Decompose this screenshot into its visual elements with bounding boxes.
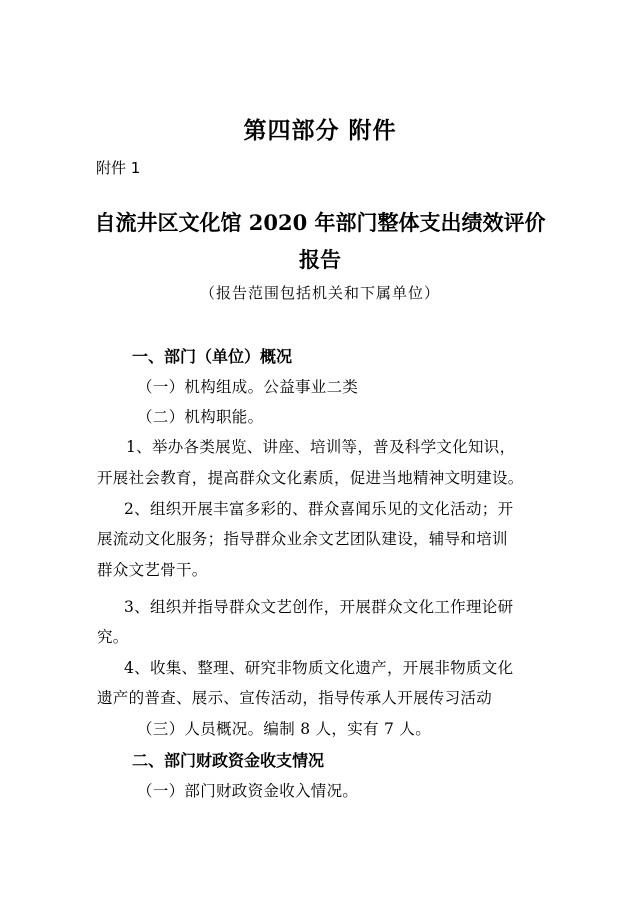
function-item-2-line-1: 2、组织开展丰富多彩的、群众喜闻乐见的文化活动；开 <box>124 500 514 518</box>
function-item-2-line-3: 群众文艺骨干。 <box>97 561 208 579</box>
function-item-1-line-2: 开展社会教育，提高群众文化素质，促进当地精神文明建设。 <box>97 469 524 487</box>
function-item-1-line-1: 1、举办各类展览、讲座、培训等，普及科学文化知识， <box>126 438 516 456</box>
function-item-4-line-2: 遗产的普查、展示、宣传活动，指导传承人开展传习活动 <box>97 689 493 707</box>
section-2-heading: 二、部门财政资金收支情况 <box>132 751 325 770</box>
section-1-sub-1: （一）机构组成。公益事业二类 <box>137 378 359 396</box>
function-item-3-line-1: 3、组织并指导群众文艺创作，开展群众文化工作理论研 <box>124 598 514 616</box>
function-item-4-line-1: 4、收集、整理、研究非物质文化遗产，开展非物质文化 <box>124 659 514 677</box>
section-1-sub-3: （三）人员概况。编制 8 人，实有 7 人。 <box>137 720 432 738</box>
section-2-sub-1: （一）部门财政资金收入情况。 <box>137 782 359 800</box>
section-1-heading: 一、部门（单位）概况 <box>132 347 293 366</box>
section-1-sub-2: （二）机构职能。 <box>137 408 264 426</box>
attachment-label: 附件 1 <box>96 159 141 177</box>
function-item-3-line-2: 究。 <box>97 628 129 646</box>
report-scope-note: （报告范围包括机关和下属单位） <box>199 284 440 302</box>
report-title-line-2: 报告 <box>299 247 341 272</box>
part-title: 第四部分 附件 <box>243 118 397 144</box>
report-title-line-1: 自流井区文化馆 2020 年部门整体支出绩效评价 <box>94 210 546 235</box>
function-item-2-line-2: 展流动文化服务；指导群众业余文艺团队建设，辅导和培训 <box>97 530 508 548</box>
